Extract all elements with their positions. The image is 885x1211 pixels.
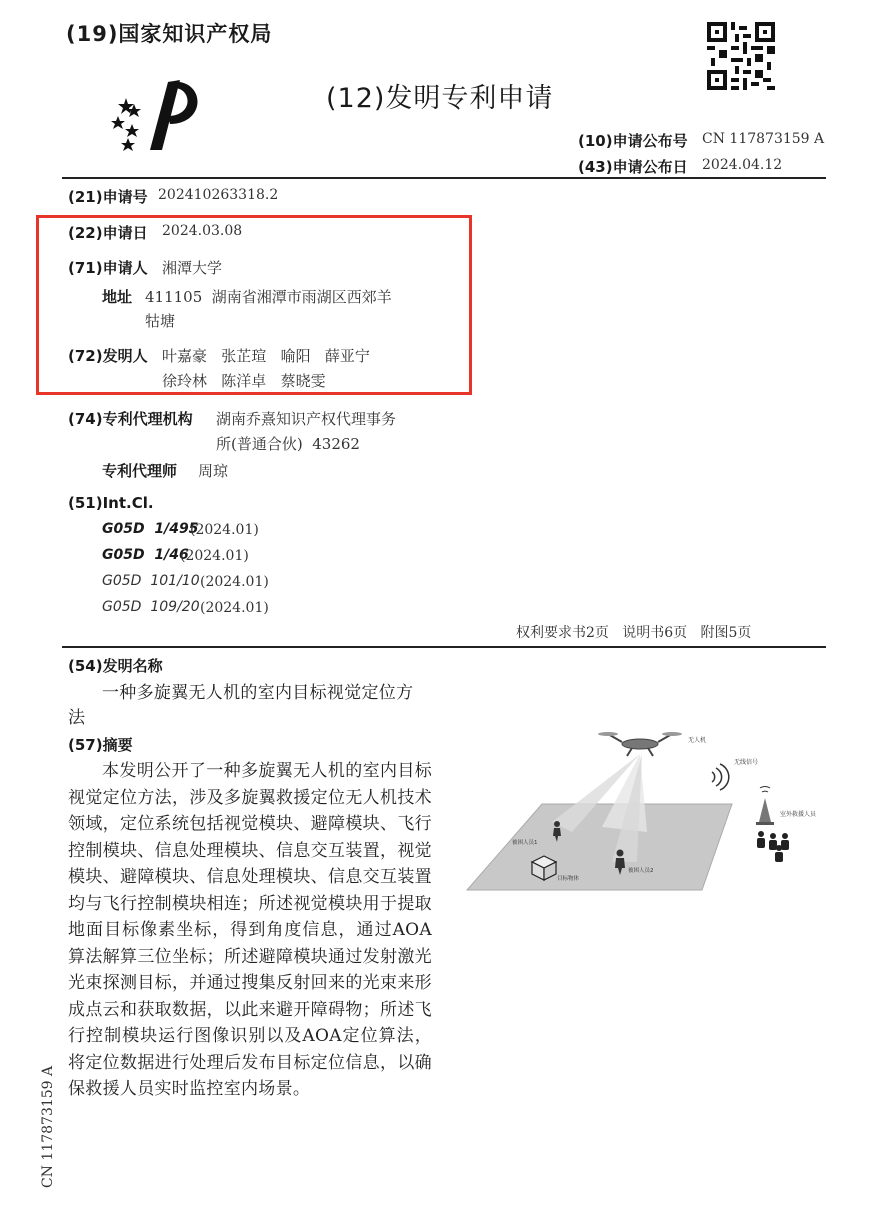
address-line-2: 牯塘: [145, 312, 176, 330]
abstract-text: 本发明公开了一种多旋翼无人机的室内目标视觉定位方法，涉及多旋翼救援定位无人机技术领域，定位系统包括视觉模块、避障模块、飞行控制模块、信息处理模块、信息交互装置，视觉模块、避障模块、信息处理模块、信息交互装置均与飞行控制模块相连；所述视觉模块用于提取地面目标像素坐标，得到角度信息，通过AOA算法解算三位坐标；所述避障模块通过发射激光光束探测目标，并通过搜集反射回来的光束来形成点云和获取数据，以此来避开障碍物；所述飞行控制模块运行图像识别以及AOA定位算法，将定位数据进行处理后发布目标定位信息，以确保救援人员实时监控室内场景。: [68, 761, 432, 1099]
ipc-code-3: G05D 101/10: [102, 573, 200, 589]
ipc-date-4: (2024.01): [200, 600, 269, 616]
inventors-line-1: 叶嘉豪 张芷瑄 喻阳 薛亚宁: [162, 347, 370, 365]
person1-label: 被困人员1: [512, 840, 538, 846]
rescuer-label: 室外救援人员: [780, 811, 817, 818]
floor-plane: [467, 804, 732, 890]
invention-title-label: (54)发明名称: [68, 657, 163, 675]
header-divider: [62, 177, 826, 179]
agency-label: (74)专利代理机构: [68, 410, 193, 428]
ipc-code-1: G05D 1/495: [102, 521, 199, 537]
abstract-figure: [462, 722, 842, 897]
ipc-date-3: (2024.01): [200, 574, 269, 590]
publication-date-label: (43)申请公布日: [578, 158, 688, 176]
ipc-code-2: G05D 1/46: [102, 547, 189, 563]
cnipa-logo-icon: [110, 72, 205, 162]
applicant-label: (71)申请人: [68, 259, 148, 277]
office-name: (19)国家知识产权局: [66, 22, 273, 46]
biblio-divider: [62, 646, 826, 648]
agency-line-2: 所(普通合伙) 43262: [216, 435, 360, 453]
abstract-label: (57)摘要: [68, 736, 133, 754]
address-line-1: 411105 湖南省湘潭市雨湖区西郊羊: [145, 288, 392, 306]
cone-icon: [756, 786, 774, 825]
agent-value: 周琼: [198, 462, 229, 480]
wifi-signal-icon: [712, 764, 729, 790]
application-date-label: (22)申请日: [68, 224, 148, 242]
rescuer-group-icon: [757, 831, 789, 862]
target-box-icon: [532, 856, 556, 880]
agent-label: 专利代理师: [102, 462, 178, 480]
document-type: (12)发明专利申请: [326, 83, 554, 114]
side-publication-code: CN 117873159 A: [40, 1065, 56, 1188]
person2-label: 被困人员2: [628, 868, 654, 874]
signal-label: 无线信号: [734, 759, 759, 766]
agency-line-1: 湖南乔熹知识产权代理事务: [216, 410, 397, 428]
inventors-line-2: 徐玲林 陈洋卓 蔡晓雯: [162, 372, 326, 390]
page-counts: 权利要求书2页 说明书6页 附图5页: [516, 625, 752, 641]
inventor-label: (72)发明人: [68, 347, 148, 365]
application-number-value: 202410263318.2: [158, 187, 279, 203]
ipc-date-2: (2024.01): [180, 548, 249, 564]
address-label: 地址: [102, 288, 133, 306]
invention-title-line-1: 一种多旋翼无人机的室内目标视觉定位方: [102, 683, 414, 703]
invention-title-line-2: 法: [68, 708, 86, 728]
ipc-code-4: G05D 109/20: [102, 599, 200, 615]
publication-date-value: 2024.04.12: [702, 157, 783, 173]
publication-number-label: (10)申请公布号: [578, 132, 688, 150]
drone-icon: [598, 732, 682, 756]
intcl-label: (51)Int.Cl.: [68, 494, 154, 512]
application-date-value: 2024.03.08: [162, 223, 243, 239]
applicant-value: 湘潭大学: [162, 259, 223, 277]
object-label: 目标物体: [557, 876, 580, 882]
ipc-date-1: (2024.01): [190, 522, 259, 538]
uav-label: 无人机: [688, 737, 707, 744]
application-number-label: (21)申请号: [68, 188, 148, 206]
qr-code-icon: [707, 22, 775, 90]
abstract-body: [68, 758, 432, 1103]
publication-number-value: CN 117873159 A: [702, 131, 825, 147]
